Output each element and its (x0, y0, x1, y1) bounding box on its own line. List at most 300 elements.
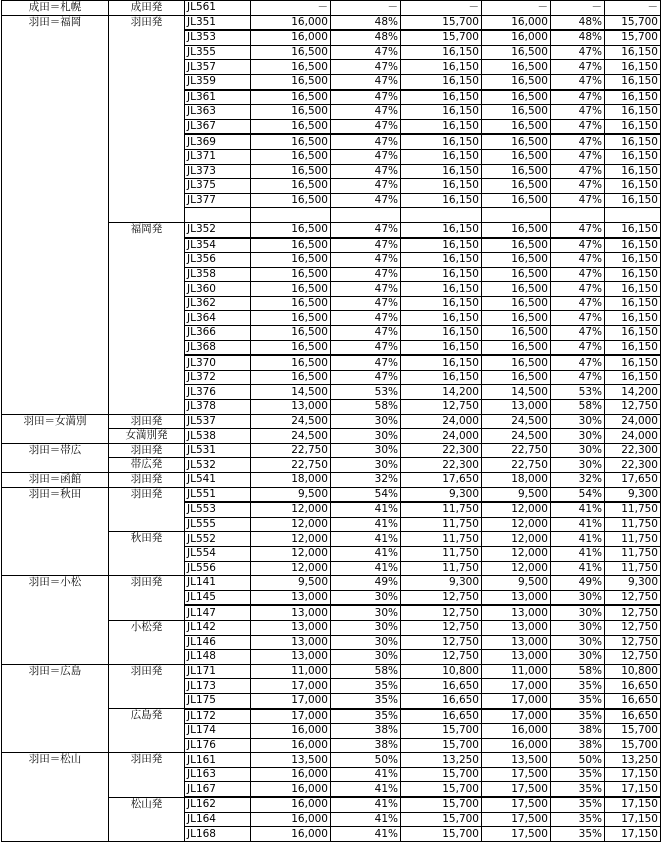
flight-number-cell: JL538 (185, 429, 251, 444)
fare-normal-cell: 13,000 (251, 650, 331, 665)
route-cell: 羽田＝函館 (2, 473, 109, 488)
fare-normal-cell: 22,750 (251, 443, 331, 458)
discount-rate-cell: 35% (331, 679, 401, 694)
flight-number-cell: JL168 (185, 827, 251, 842)
fare-discounted-cell: 12,750 (401, 635, 482, 650)
discount-rate-cell: 41% (331, 812, 401, 827)
discount-rate-2-cell: 47% (551, 45, 605, 60)
flight-number-cell: JL172 (185, 709, 251, 724)
discount-rate-cell: 50% (331, 753, 401, 768)
discount-rate-cell: 47% (331, 238, 401, 253)
discount-rate-2-cell: 47% (551, 134, 605, 149)
fare-discounted-cell: 22,300 (401, 443, 482, 458)
flight-number-cell: JL370 (185, 355, 251, 370)
flight-number-cell: JL556 (185, 561, 251, 576)
flight-number-cell: JL353 (185, 30, 251, 45)
discount-rate-cell: 47% (331, 253, 401, 268)
fare-normal-cell: 24,500 (251, 429, 331, 444)
discount-rate-2-cell: 47% (551, 222, 605, 237)
fare-discounted-2-cell: 16,150 (605, 74, 661, 89)
fare-normal-cell: 9,500 (251, 576, 331, 591)
fare-normal-2-cell: 12,000 (482, 502, 551, 517)
fare-discounted-cell: 16,150 (401, 74, 482, 89)
fare-discounted-cell: 16,150 (401, 105, 482, 120)
discount-rate-2-cell: 58% (551, 664, 605, 679)
fare-discounted-cell: 16,150 (401, 60, 482, 75)
fare-discounted-2-cell: 16,150 (605, 311, 661, 326)
discount-rate-cell: 41% (331, 797, 401, 812)
discount-rate-cell: 41% (331, 782, 401, 797)
fare-discounted-cell: 22,300 (401, 458, 482, 473)
discount-rate-2-cell: 47% (551, 296, 605, 311)
fare-discounted-cell: 12,750 (401, 400, 482, 415)
fare-discounted-cell: 16,150 (401, 267, 482, 282)
fare-normal-cell: 12,000 (251, 561, 331, 576)
fare-discounted-2-cell: 16,150 (605, 119, 661, 134)
fare-normal-cell: 16,500 (251, 238, 331, 253)
fare-discounted-2-cell: 15,700 (605, 724, 661, 739)
fare-discounted-2-cell: 16,150 (605, 282, 661, 297)
table-row (2, 443, 661, 458)
flight-number-cell: JL368 (185, 340, 251, 355)
discount-rate-cell: 58% (331, 400, 401, 415)
discount-rate-cell (331, 208, 401, 223)
discount-rate-cell: 41% (331, 517, 401, 532)
fare-discounted-cell: 15,700 (401, 767, 482, 782)
flight-number-cell: JL362 (185, 296, 251, 311)
fare-normal-cell: 16,000 (251, 767, 331, 782)
flight-number-cell: JL171 (185, 664, 251, 679)
flight-number-cell: JL355 (185, 45, 251, 60)
fare-normal-2-cell: 16,000 (482, 738, 551, 753)
direction-cell: 帯広発 (109, 458, 185, 473)
fare-discounted-2-cell: 16,150 (605, 222, 661, 237)
discount-rate-2-cell: 47% (551, 326, 605, 341)
direction-cell: 福岡発 (109, 222, 185, 414)
discount-rate-cell: 47% (331, 355, 401, 370)
fare-normal-2-cell: 22,750 (482, 443, 551, 458)
fare-discounted-cell: 16,150 (401, 45, 482, 60)
discount-rate-2-cell: 35% (551, 782, 605, 797)
discount-rate-cell: 47% (331, 311, 401, 326)
fare-normal-2-cell: 16,000 (482, 15, 551, 30)
discount-rate-2-cell: 47% (551, 282, 605, 297)
discount-rate-2-cell: 47% (551, 105, 605, 120)
discount-rate-2-cell: 35% (551, 767, 605, 782)
discount-rate-2-cell: 50% (551, 753, 605, 768)
fare-discounted-2-cell: 9,300 (605, 576, 661, 591)
discount-rate-2-cell: 30% (551, 650, 605, 665)
fare-normal-2-cell: 17,500 (482, 812, 551, 827)
discount-rate-2-cell: 47% (551, 267, 605, 282)
fare-discounted-cell: 16,150 (401, 134, 482, 149)
fare-normal-2-cell: 16,500 (482, 222, 551, 237)
fare-normal-cell: 13,000 (251, 590, 331, 605)
discount-rate-2-cell: 41% (551, 517, 605, 532)
fare-discounted-cell: 15,700 (401, 782, 482, 797)
fare-normal-cell: 17,000 (251, 709, 331, 724)
fare-discounted-cell: 16,150 (401, 355, 482, 370)
discount-rate-cell: 48% (331, 15, 401, 30)
fare-normal-2-cell: 13,000 (482, 635, 551, 650)
fare-discounted-2-cell: 16,150 (605, 149, 661, 164)
flight-number-cell: JL176 (185, 738, 251, 753)
discount-rate-2-cell: 35% (551, 679, 605, 694)
fare-normal-2-cell: 24,500 (482, 414, 551, 429)
discount-rate-cell: 47% (331, 370, 401, 385)
fare-discounted-2-cell: 16,150 (605, 179, 661, 194)
discount-rate-cell: 41% (331, 532, 401, 547)
fare-normal-cell (251, 208, 331, 223)
flight-number-cell: JL363 (185, 105, 251, 120)
fare-discounted-cell: 17,650 (401, 473, 482, 488)
discount-rate-cell: 53% (331, 385, 401, 400)
route-cell: 羽田＝秋田 (2, 487, 109, 576)
flight-number-cell: JL373 (185, 164, 251, 179)
fare-normal-2-cell: 16,500 (482, 149, 551, 164)
fare-discounted-cell: 16,150 (401, 119, 482, 134)
flight-number-cell: JL145 (185, 590, 251, 605)
fare-discounted-cell: 16,150 (401, 222, 482, 237)
fare-normal-cell: 16,500 (251, 164, 331, 179)
flight-number-cell: JL553 (185, 502, 251, 517)
discount-rate-2-cell: 38% (551, 724, 605, 739)
fare-normal-cell: 12,000 (251, 546, 331, 561)
table-row (2, 487, 661, 502)
direction-cell: 秋田発 (109, 532, 185, 576)
fare-normal-cell: 16,000 (251, 724, 331, 739)
fare-discounted-2-cell: 16,150 (605, 253, 661, 268)
flight-number-cell: JL378 (185, 400, 251, 415)
flight-number-cell: JL532 (185, 458, 251, 473)
direction-cell: 羽田発 (109, 487, 185, 532)
discount-rate-2-cell: 41% (551, 561, 605, 576)
flight-number-cell: JL167 (185, 782, 251, 797)
fare-normal-cell: 13,500 (251, 753, 331, 768)
fare-discounted-2-cell: 17,150 (605, 797, 661, 812)
fare-discounted-2-cell: 16,150 (605, 340, 661, 355)
direction-cell: 広島発 (109, 709, 185, 753)
discount-rate-2-cell: 30% (551, 605, 605, 620)
discount-rate-cell: 47% (331, 282, 401, 297)
fare-normal-2-cell: 11,000 (482, 664, 551, 679)
fare-discounted-cell: 15,700 (401, 30, 482, 45)
discount-rate-2-cell: 41% (551, 532, 605, 547)
discount-rate-cell: 47% (331, 326, 401, 341)
fare-normal-2-cell: 17,500 (482, 767, 551, 782)
fare-discounted-2-cell: 16,150 (605, 267, 661, 282)
fare-table (1, 0, 661, 842)
fare-normal-2-cell: 16,500 (482, 134, 551, 149)
discount-rate-2-cell: 47% (551, 340, 605, 355)
fare-normal-2-cell: 16,500 (482, 311, 551, 326)
route-cell: 羽田＝帯広 (2, 443, 109, 472)
fare-discounted-cell: 11,750 (401, 561, 482, 576)
fare-normal-2-cell: 17,500 (482, 827, 551, 842)
fare-discounted-2-cell: 11,750 (605, 502, 661, 517)
fare-normal-cell: 16,000 (251, 782, 331, 797)
discount-rate-cell: 30% (331, 414, 401, 429)
discount-rate-cell: 47% (331, 119, 401, 134)
discount-rate-2-cell: 47% (551, 164, 605, 179)
fare-normal-cell: － (251, 1, 331, 16)
discount-rate-2-cell: 47% (551, 74, 605, 89)
fare-discounted-cell: 16,150 (401, 238, 482, 253)
fare-normal-cell: 16,500 (251, 119, 331, 134)
discount-rate-cell: 30% (331, 650, 401, 665)
flight-number-cell: JL561 (185, 1, 251, 16)
fare-normal-2-cell: 12,000 (482, 561, 551, 576)
discount-rate-2-cell: 35% (551, 812, 605, 827)
fare-discounted-2-cell: 11,750 (605, 561, 661, 576)
fare-discounted-2-cell: 17,150 (605, 767, 661, 782)
flight-number-cell: JL376 (185, 385, 251, 400)
fare-discounted-2-cell: 12,750 (605, 400, 661, 415)
fare-normal-cell: 16,000 (251, 812, 331, 827)
discount-rate-cell: 30% (331, 443, 401, 458)
fare-normal-cell: 16,500 (251, 60, 331, 75)
fare-discounted-2-cell: 16,150 (605, 134, 661, 149)
direction-cell: 小松発 (109, 620, 185, 664)
fare-normal-2-cell: 17,000 (482, 693, 551, 708)
fare-discounted-cell: 24,000 (401, 414, 482, 429)
discount-rate-cell: 47% (331, 296, 401, 311)
fare-normal-2-cell: 16,500 (482, 193, 551, 208)
flight-number-cell: JL141 (185, 576, 251, 591)
fare-discounted-2-cell: 12,750 (605, 635, 661, 650)
direction-cell: 羽田発 (109, 15, 185, 222)
fare-discounted-cell: 16,150 (401, 179, 482, 194)
fare-normal-2-cell: 16,500 (482, 340, 551, 355)
fare-discounted-2-cell: 16,150 (605, 355, 661, 370)
fare-discounted-cell: 24,000 (401, 429, 482, 444)
fare-normal-2-cell: 16,500 (482, 296, 551, 311)
fare-normal-2-cell: 13,000 (482, 590, 551, 605)
direction-cell: 羽田発 (109, 443, 185, 458)
flight-number-cell: JL354 (185, 238, 251, 253)
fare-normal-cell: 12,000 (251, 502, 331, 517)
flight-number-cell: JL148 (185, 650, 251, 665)
fare-normal-2-cell: 16,500 (482, 60, 551, 75)
fare-discounted-cell: 16,150 (401, 326, 482, 341)
fare-normal-2-cell: 16,500 (482, 164, 551, 179)
fare-discounted-2-cell: － (605, 1, 661, 16)
discount-rate-cell: 30% (331, 620, 401, 635)
discount-rate-2-cell: 30% (551, 590, 605, 605)
fare-normal-2-cell: 16,500 (482, 355, 551, 370)
discount-rate-cell: 30% (331, 635, 401, 650)
fare-discounted-cell: 15,700 (401, 15, 482, 30)
fare-discounted-cell: 16,150 (401, 340, 482, 355)
fare-discounted-2-cell: 13,250 (605, 753, 661, 768)
flight-number-cell: JL377 (185, 193, 251, 208)
fare-discounted-2-cell: 17,150 (605, 812, 661, 827)
discount-rate-2-cell: 38% (551, 738, 605, 753)
fare-discounted-cell: 12,750 (401, 650, 482, 665)
flight-number-cell: JL361 (185, 90, 251, 105)
discount-rate-cell: 30% (331, 429, 401, 444)
fare-normal-2-cell: 16,500 (482, 179, 551, 194)
fare-normal-cell: 11,000 (251, 664, 331, 679)
discount-rate-2-cell: 47% (551, 311, 605, 326)
fare-normal-2-cell: － (482, 1, 551, 16)
fare-discounted-cell: 9,300 (401, 487, 482, 502)
discount-rate-cell: 47% (331, 164, 401, 179)
fare-normal-cell: 16,000 (251, 30, 331, 45)
fare-normal-2-cell: 16,500 (482, 90, 551, 105)
discount-rate-cell: 41% (331, 827, 401, 842)
fare-discounted-2-cell: 10,800 (605, 664, 661, 679)
fare-normal-cell: 16,500 (251, 105, 331, 120)
fare-normal-2-cell: 16,500 (482, 74, 551, 89)
fare-normal-2-cell: 12,000 (482, 532, 551, 547)
discount-rate-2-cell: 47% (551, 193, 605, 208)
discount-rate-cell: 47% (331, 134, 401, 149)
discount-rate-cell: 47% (331, 340, 401, 355)
flight-number-cell: JL351 (185, 15, 251, 30)
discount-rate-2-cell: 47% (551, 60, 605, 75)
fare-discounted-cell: 15,700 (401, 827, 482, 842)
flight-number-cell: JL162 (185, 797, 251, 812)
flight-number-cell: JL531 (185, 443, 251, 458)
table-row (2, 576, 661, 591)
discount-rate-2-cell: 30% (551, 443, 605, 458)
fare-discounted-2-cell: 16,650 (605, 693, 661, 708)
route-cell: 羽田＝松山 (2, 753, 109, 842)
fare-normal-2-cell: 24,500 (482, 429, 551, 444)
discount-rate-cell: 38% (331, 724, 401, 739)
discount-rate-cell: 47% (331, 149, 401, 164)
flight-number-cell: JL147 (185, 605, 251, 620)
fare-normal-2-cell: 17,500 (482, 797, 551, 812)
fare-discounted-2-cell: 16,150 (605, 90, 661, 105)
fare-normal-2-cell: 12,000 (482, 517, 551, 532)
discount-rate-cell: 41% (331, 561, 401, 576)
fare-normal-cell: 22,750 (251, 458, 331, 473)
discount-rate-cell: 47% (331, 74, 401, 89)
fare-discounted-cell: 13,250 (401, 753, 482, 768)
fare-normal-2-cell: 16,500 (482, 282, 551, 297)
fare-discounted-cell: 16,150 (401, 282, 482, 297)
fare-discounted-cell: 14,200 (401, 385, 482, 400)
discount-rate-cell: 41% (331, 502, 401, 517)
fare-normal-cell: 13,000 (251, 635, 331, 650)
fare-normal-cell: 16,000 (251, 738, 331, 753)
discount-rate-2-cell: 32% (551, 473, 605, 488)
fare-normal-cell: 16,500 (251, 222, 331, 237)
flight-number-cell: JL352 (185, 222, 251, 237)
discount-rate-2-cell: 30% (551, 620, 605, 635)
fare-normal-cell: 16,000 (251, 797, 331, 812)
fare-discounted-2-cell: 9,300 (605, 487, 661, 502)
fare-normal-2-cell: 16,500 (482, 370, 551, 385)
fare-discounted-cell: 16,650 (401, 709, 482, 724)
discount-rate-cell: 35% (331, 693, 401, 708)
direction-cell: 羽田発 (109, 664, 185, 708)
fare-discounted-cell: 12,750 (401, 590, 482, 605)
discount-rate-2-cell: 47% (551, 179, 605, 194)
discount-rate-cell: 47% (331, 90, 401, 105)
fare-discounted-2-cell: 15,700 (605, 15, 661, 30)
direction-cell: 羽田発 (109, 753, 185, 797)
discount-rate-2-cell: 47% (551, 238, 605, 253)
flight-number-cell: JL360 (185, 282, 251, 297)
fare-normal-cell: 24,500 (251, 414, 331, 429)
discount-rate-2-cell: 47% (551, 149, 605, 164)
discount-rate-cell: 48% (331, 30, 401, 45)
fare-normal-cell: 16,500 (251, 179, 331, 194)
discount-rate-2-cell: 47% (551, 355, 605, 370)
discount-rate-cell: 58% (331, 664, 401, 679)
fare-normal-2-cell: 16,000 (482, 724, 551, 739)
fare-discounted-2-cell: 16,150 (605, 105, 661, 120)
fare-normal-cell: 16,500 (251, 296, 331, 311)
fare-discounted-2-cell: 16,150 (605, 370, 661, 385)
discount-rate-cell: 47% (331, 45, 401, 60)
fare-discounted-cell: 16,650 (401, 679, 482, 694)
route-cell: 羽田＝女満別 (2, 414, 109, 443)
fare-normal-2-cell (482, 208, 551, 223)
fare-normal-2-cell: 9,500 (482, 487, 551, 502)
flight-number-cell: JL175 (185, 693, 251, 708)
fare-discounted-2-cell: 12,750 (605, 590, 661, 605)
fare-normal-cell: 13,000 (251, 605, 331, 620)
fare-normal-2-cell: 16,500 (482, 253, 551, 268)
discount-rate-cell: 41% (331, 546, 401, 561)
discount-rate-cell: 30% (331, 590, 401, 605)
fare-normal-cell: 17,000 (251, 693, 331, 708)
fare-normal-2-cell: 17,000 (482, 709, 551, 724)
route-cell: 成田＝札幌 (2, 1, 109, 16)
fare-normal-2-cell: 14,500 (482, 385, 551, 400)
fare-discounted-cell: 16,150 (401, 370, 482, 385)
route-cell: 羽田＝小松 (2, 576, 109, 665)
fare-discounted-2-cell: 17,150 (605, 827, 661, 842)
discount-rate-2-cell: 30% (551, 429, 605, 444)
fare-normal-2-cell: 16,500 (482, 45, 551, 60)
fare-normal-cell: 16,000 (251, 827, 331, 842)
fare-discounted-cell: 11,750 (401, 517, 482, 532)
discount-rate-2-cell: 35% (551, 709, 605, 724)
fare-normal-cell: 16,500 (251, 370, 331, 385)
discount-rate-2-cell: 30% (551, 414, 605, 429)
discount-rate-2-cell: 30% (551, 458, 605, 473)
fare-normal-cell: 16,500 (251, 253, 331, 268)
fare-normal-cell: 13,000 (251, 620, 331, 635)
fare-normal-cell: 16,500 (251, 74, 331, 89)
discount-rate-2-cell: 41% (551, 502, 605, 517)
fare-discounted-cell: 16,150 (401, 296, 482, 311)
fare-normal-cell: 16,500 (251, 340, 331, 355)
fare-discounted-2-cell: 22,300 (605, 443, 661, 458)
fare-discounted-2-cell: 16,650 (605, 709, 661, 724)
discount-rate-2-cell: 35% (551, 693, 605, 708)
fare-discounted-cell: 16,650 (401, 693, 482, 708)
discount-rate-cell: － (331, 1, 401, 16)
flight-number-cell: JL358 (185, 267, 251, 282)
flight-number-cell: JL161 (185, 753, 251, 768)
discount-rate-2-cell: 47% (551, 370, 605, 385)
discount-rate-2-cell: 47% (551, 90, 605, 105)
flight-number-cell: JL537 (185, 414, 251, 429)
fare-normal-cell: 16,500 (251, 193, 331, 208)
flight-number-cell: JL164 (185, 812, 251, 827)
fare-discounted-cell: 15,700 (401, 724, 482, 739)
discount-rate-2-cell: 48% (551, 30, 605, 45)
flight-number-cell: JL173 (185, 679, 251, 694)
fare-normal-2-cell: 16,500 (482, 326, 551, 341)
discount-rate-2-cell: 53% (551, 385, 605, 400)
